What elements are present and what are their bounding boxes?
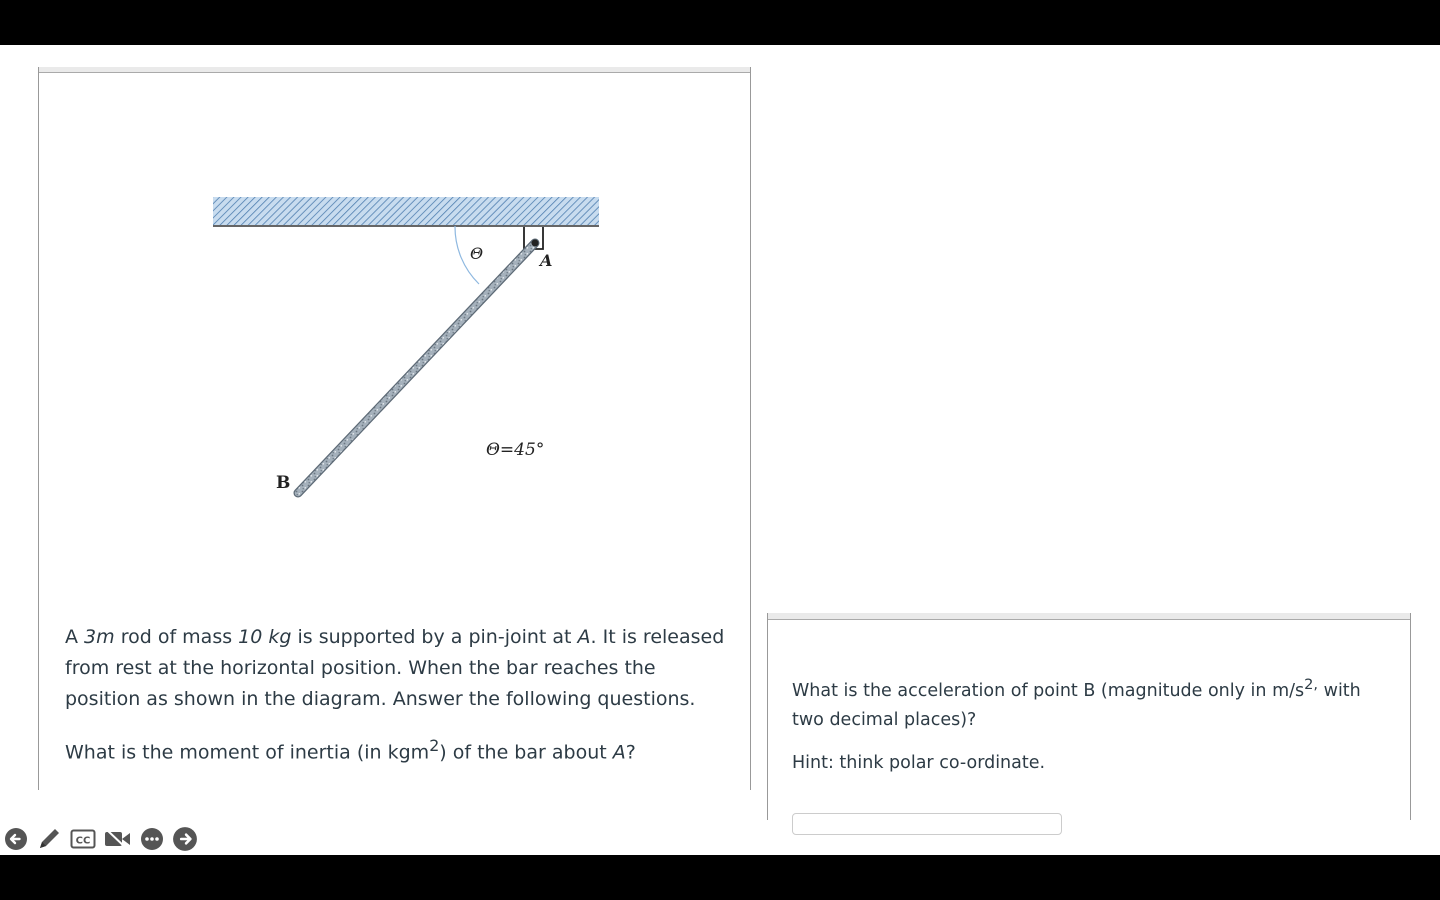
- rod-diagram: [205, 190, 605, 510]
- closed-captions-icon[interactable]: [70, 828, 96, 850]
- hint-text: Hint: think polar co-ordinate.: [792, 752, 1046, 773]
- question-moment-of-inertia: What is the moment of inertia (in kgm$^2$) of the bar about A?: [65, 736, 636, 764]
- pin-joint: [532, 240, 539, 247]
- problem-statement: [65, 622, 725, 768]
- player-toolbar: [4, 826, 198, 852]
- svg-text:CC: CC: [75, 835, 91, 847]
- ceiling-hatch: [213, 197, 599, 225]
- forward-arrow-icon[interactable]: [172, 826, 198, 852]
- back-arrow-icon[interactable]: [4, 827, 28, 851]
- point-b-label: B: [276, 473, 291, 493]
- angle-value-label: Θ=45°: [486, 440, 545, 460]
- problem-description: A 3m rod of mass 10 kg is supported by a pin-joint at A. It is released from rest at the horizontal position. When the bar reaches the position as shown in the diagram. Answer the following questions.: [65, 626, 725, 710]
- more-icon[interactable]: [140, 827, 164, 851]
- bottom-black-bar: [0, 855, 1440, 900]
- answer-input[interactable]: [792, 813, 1062, 835]
- video-icon[interactable]: [104, 828, 132, 850]
- top-black-bar: [0, 0, 1440, 45]
- point-a-label: A: [540, 251, 553, 270]
- angle-symbol: Θ: [470, 244, 484, 263]
- pencil-icon[interactable]: [36, 826, 62, 852]
- question-acceleration: What is the acceleration of point B (magnitude only in $m/s^{2,}$ with two decimal places)? Hint: think polar co-ordinate.: [792, 670, 1392, 778]
